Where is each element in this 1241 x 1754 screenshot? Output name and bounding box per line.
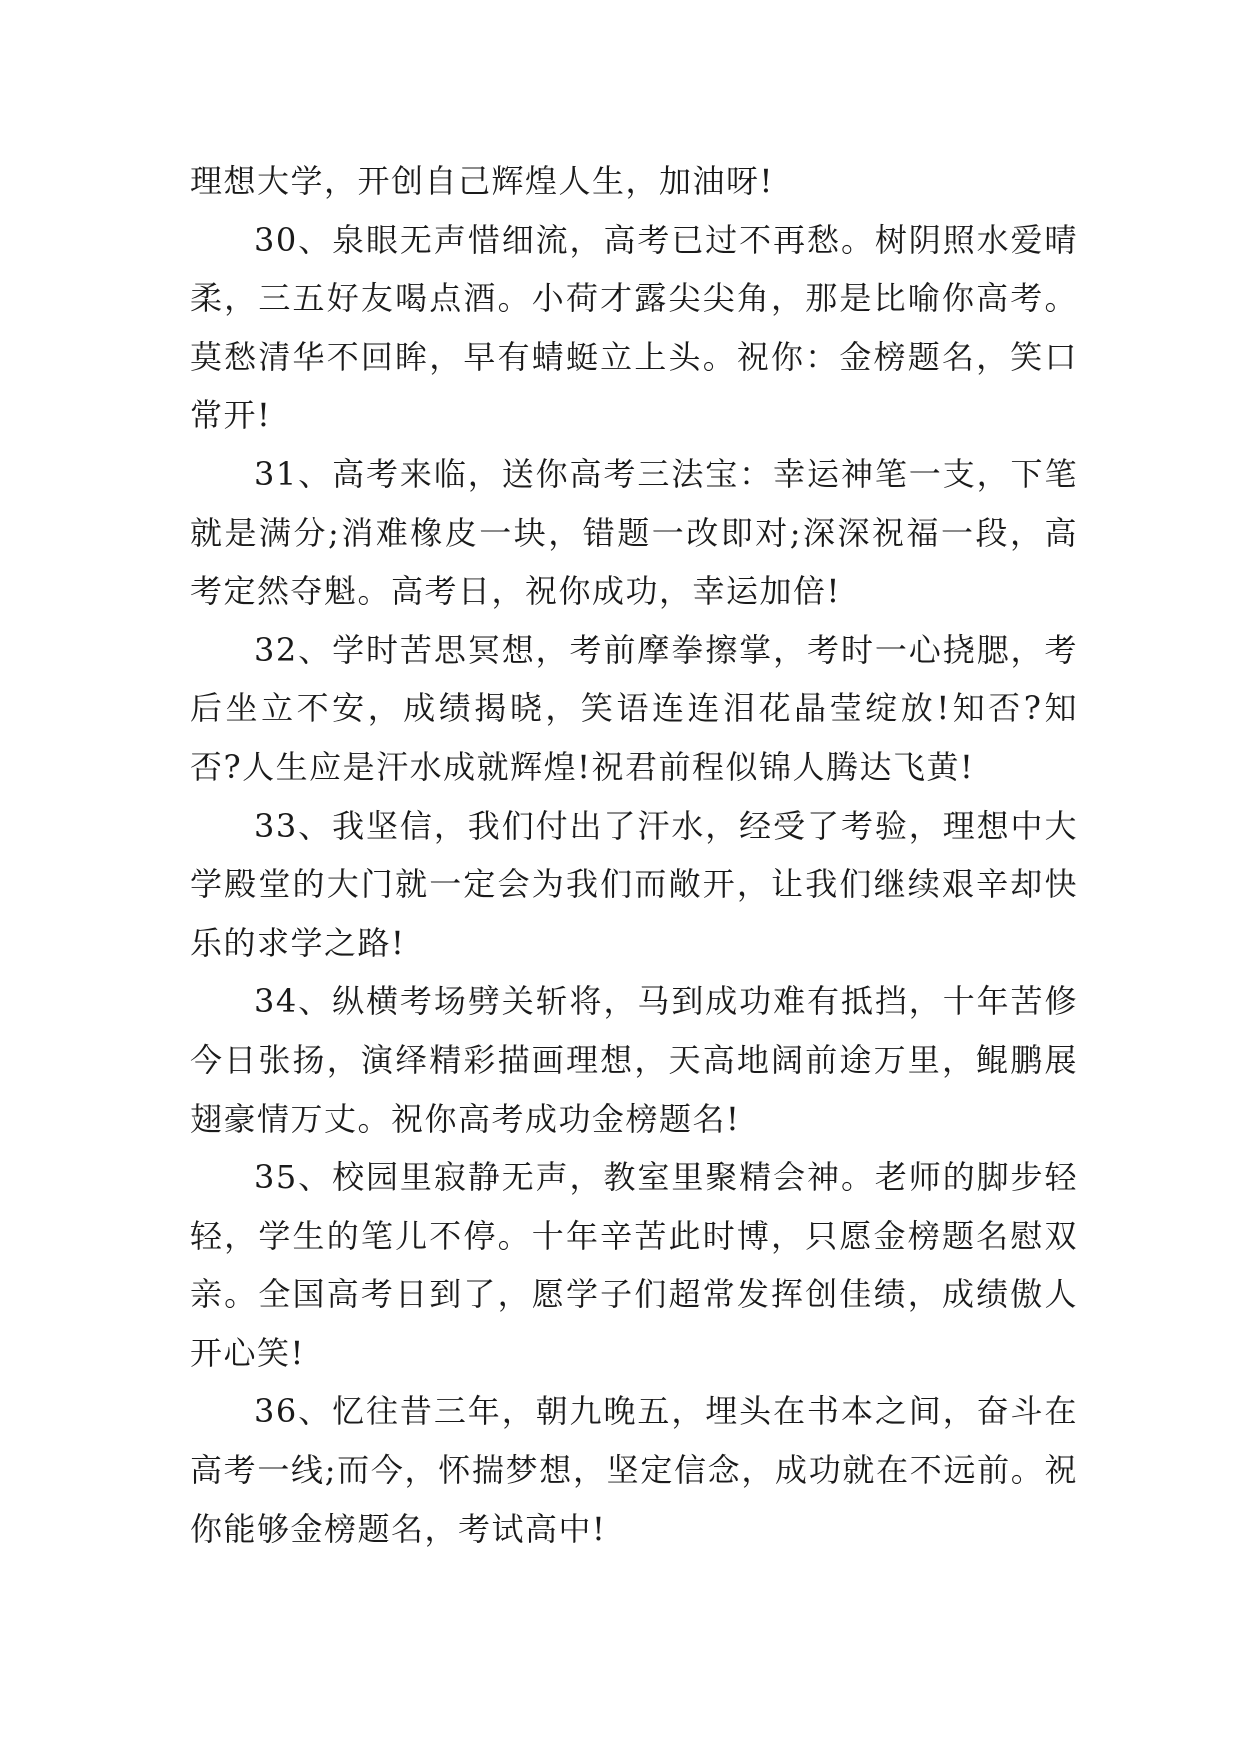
paragraph-30: 30、泉眼无声惜细流，高考已过不再愁。树阴照水爱晴柔，三五好友喝点酒。小荷才露尖尖角，那是比喻你高考。莫愁清华不回眸，早有蜻蜓立上头。祝你：金榜题名，笑口常开! (190, 220, 1078, 435)
document-body (190, 152, 1078, 1558)
paragraph-36: 36、忆往昔三年，朝九晚五，埋头在书本之间，奋斗在高考一线;而今，怀揣梦想，坚定信念，成功就在不远前。祝你能够金榜题名，考试高中! (190, 1392, 1078, 1548)
paragraph-continuation: 理想大学，开创自己辉煌人生，加油呀! (190, 162, 774, 200)
paragraph-31: 31、高考来临，送你高考三法宝：幸运神笔一支，下笔就是满分;消难橡皮一块，错题一改即对;深深祝福一段，高考定然夺魁。高考日，祝你成功，幸运加倍! (190, 454, 1078, 611)
paragraph-35: 35、校园里寂静无声，教室里聚精会神。老师的脚步轻轻，学生的笔儿不停。十年辛苦此时博，只愿金榜题名慰双亲。全国高考日到了，愿学子们超常发挥创佳绩，成绩傲人开心笑! (190, 1158, 1078, 1372)
paragraph-34: 34、纵横考场劈关斩将，马到成功难有抵挡，十年苦修今日张扬，演绎精彩描画理想，天高地阔前途万里，鲲鹏展翅豪情万丈。祝你高考成功金榜题名! (190, 982, 1078, 1138)
paragraph-33: 33、我坚信，我们付出了汗水，经受了考验，理想中大学殿堂的大门就一定会为我们而敞开，让我们继续艰辛却快乐的求学之路! (190, 806, 1078, 962)
paragraph-32: 32、学时苦思冥想，考前摩拳擦掌，考时一心挠腮，考后坐立不安，成绩揭晓，笑语连连泪花晶莹绽放!知否?知否?人生应是汗水成就辉煌!祝君前程似锦人腾达飞黄! (190, 630, 1078, 786)
